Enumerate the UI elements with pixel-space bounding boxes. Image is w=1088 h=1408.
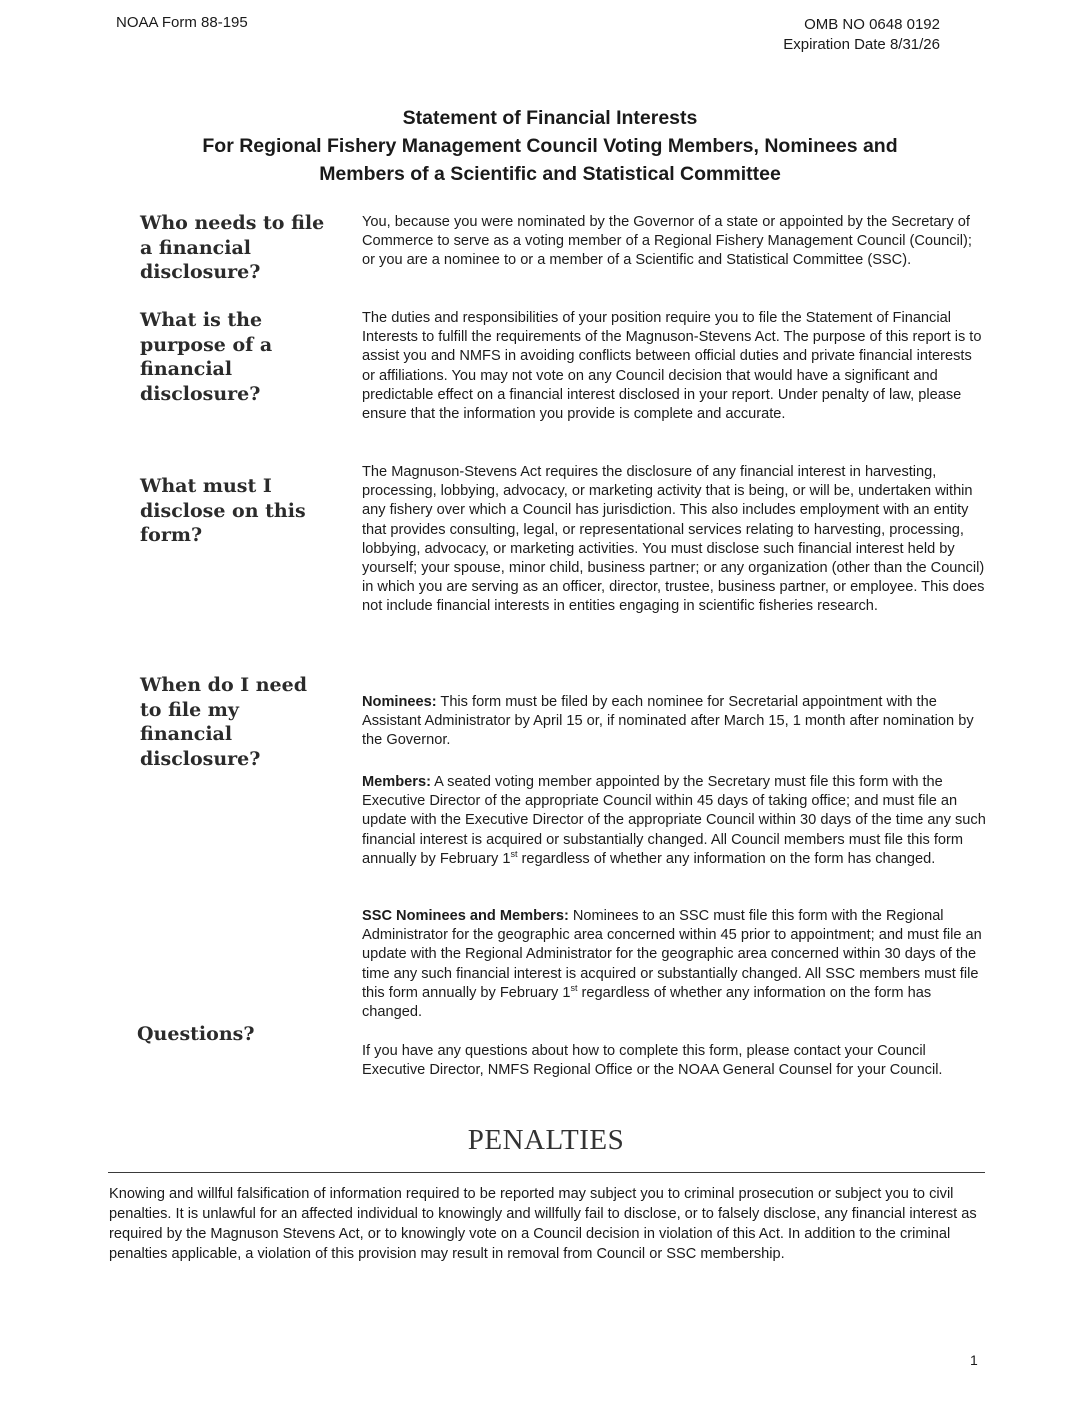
penalties-divider — [108, 1172, 985, 1173]
title-line-2: For Regional Fishery Management Council Voting Members, Nominees and — [202, 135, 898, 157]
question-when: When do I need to file my financial disclosure? — [140, 674, 308, 770]
nominees-label: Nominees: — [362, 694, 437, 710]
ssc-superscript: st — [570, 982, 578, 993]
penalties-heading: PENALTIES — [467, 1124, 625, 1156]
members-text-b: regardless of whether any information on the form has changed. — [517, 850, 936, 867]
expiration-date: Expiration Date 8/31/26 — [783, 36, 940, 53]
omb-number: OMB NO 0648 0192 — [804, 16, 940, 33]
answer-when-ssc — [362, 907, 986, 1022]
question-purpose: What is the purpose of a financial disclosure? — [140, 309, 273, 405]
question-disclose: What must I disclose on this form? — [140, 475, 306, 546]
title-line-3: Members of a Scientific and Statistical Committee — [319, 163, 781, 185]
title-line-1: Statement of Financial Interests — [402, 107, 698, 129]
members-label: Members: — [362, 774, 431, 790]
question-questions: Questions? — [137, 1023, 255, 1045]
answer-who: You, because you were nominated by the Governor of a state or appointed by the Secretary of Commerce to serve as a voting member of a Regional Fishery Management Council (Council); or you are a nominee to or a member of a Scientific and Statistical Committee (SSC). — [362, 214, 972, 269]
ssc-text-a: Nominees to an SSC must file this form with the Regional Administrator for the geographic area concerned within 45 prior to appointment; and must file an update with the Regional Administrator for the geographic area concerned within 30 days of the time any such financial interest is acquired or substantially changed. All SSC members must file this form annually by February 1 — [362, 908, 982, 1001]
members-superscript: st — [510, 848, 518, 859]
answer-purpose: The duties and responsibilities of your position require you to file the Statement of Financial Interests to fulfill the requirements of the Magnuson-Stevens Act. The purpose of this report is to assist you and NMFS in avoiding conflicts between official duties and private financial interests or affiliations. You may not vote on any Council decision that would have a significant and predictable effect on a financial interest disclosed in your report. Under penalty of law, please ensure that the information you provide is complete and accurate. — [362, 310, 982, 423]
form-number: NOAA Form 88-195 — [116, 14, 248, 31]
answer-questions: If you have any questions about how to complete this form, please contact your Council Executive Director, NMFS Regional Office or the NOAA General Counsel for your Council. — [362, 1043, 943, 1079]
answer-when-members — [362, 773, 986, 869]
ssc-text-b: regardless of whether any information on the form has changed. — [362, 984, 932, 1021]
document-title — [0, 104, 1088, 188]
answer-disclose: The Magnuson-Stevens Act requires the disclosure of any financial interest in harvesting, processing, lobbying, advocacy, or marketing activity that is being, or will be, undertaken within any fishery over which a Council has jurisdiction. This also includes employment with an entity that provides consulting, legal, or representational services relating to harvesting, processing, lobbying, advocacy, or marketing activities. You must disclose such financial interest held by yourself; your spouse, minor child, business partner; or any organization (other than the Council) in which you are serving as an officer, director, trustee, business partner, or employee. This does not include financial interests in entities engaging in scientific fisheries research. — [362, 464, 985, 615]
members-text-a: A seated voting member appointed by the Secretary must file this form with the Executive Director of the appropriate Council within 45 days of taking office; and must file an update with the Executive Director of the appropriate Council within 30 days of the time any such financial interest is acquired or substantially changed. All Council members must file this form annually by February 1 — [362, 774, 986, 867]
nominees-text: This form must be filed by each nominee for Secretarial appointment with the Assistant Administrator by April 15 or, if nominated after March 15, 1 month after nomination by the Governor. — [362, 694, 974, 749]
ssc-label: SSC Nominees and Members: — [362, 908, 569, 924]
omb-block — [783, 15, 940, 55]
question-who: Who needs to file a financial disclosure? — [140, 212, 325, 283]
page-number: 1 — [970, 1352, 978, 1368]
answer-when-nominees — [362, 693, 986, 751]
penalties-text: Knowing and willful falsification of information required to be reported may subject you to criminal prosecution or subject you to civil penalties. It is unlawful for an affected individual to knowingly and willfully fail to disclose, or to falsely disclose, any financial interest as required by the Magnuson Stevens Act, or to knowingly vote on a Council decision in violation of this Act. In addition to the criminal penalties applicable, a violation of this provision may result in removal from Council or SSC membership. — [109, 1186, 977, 1262]
